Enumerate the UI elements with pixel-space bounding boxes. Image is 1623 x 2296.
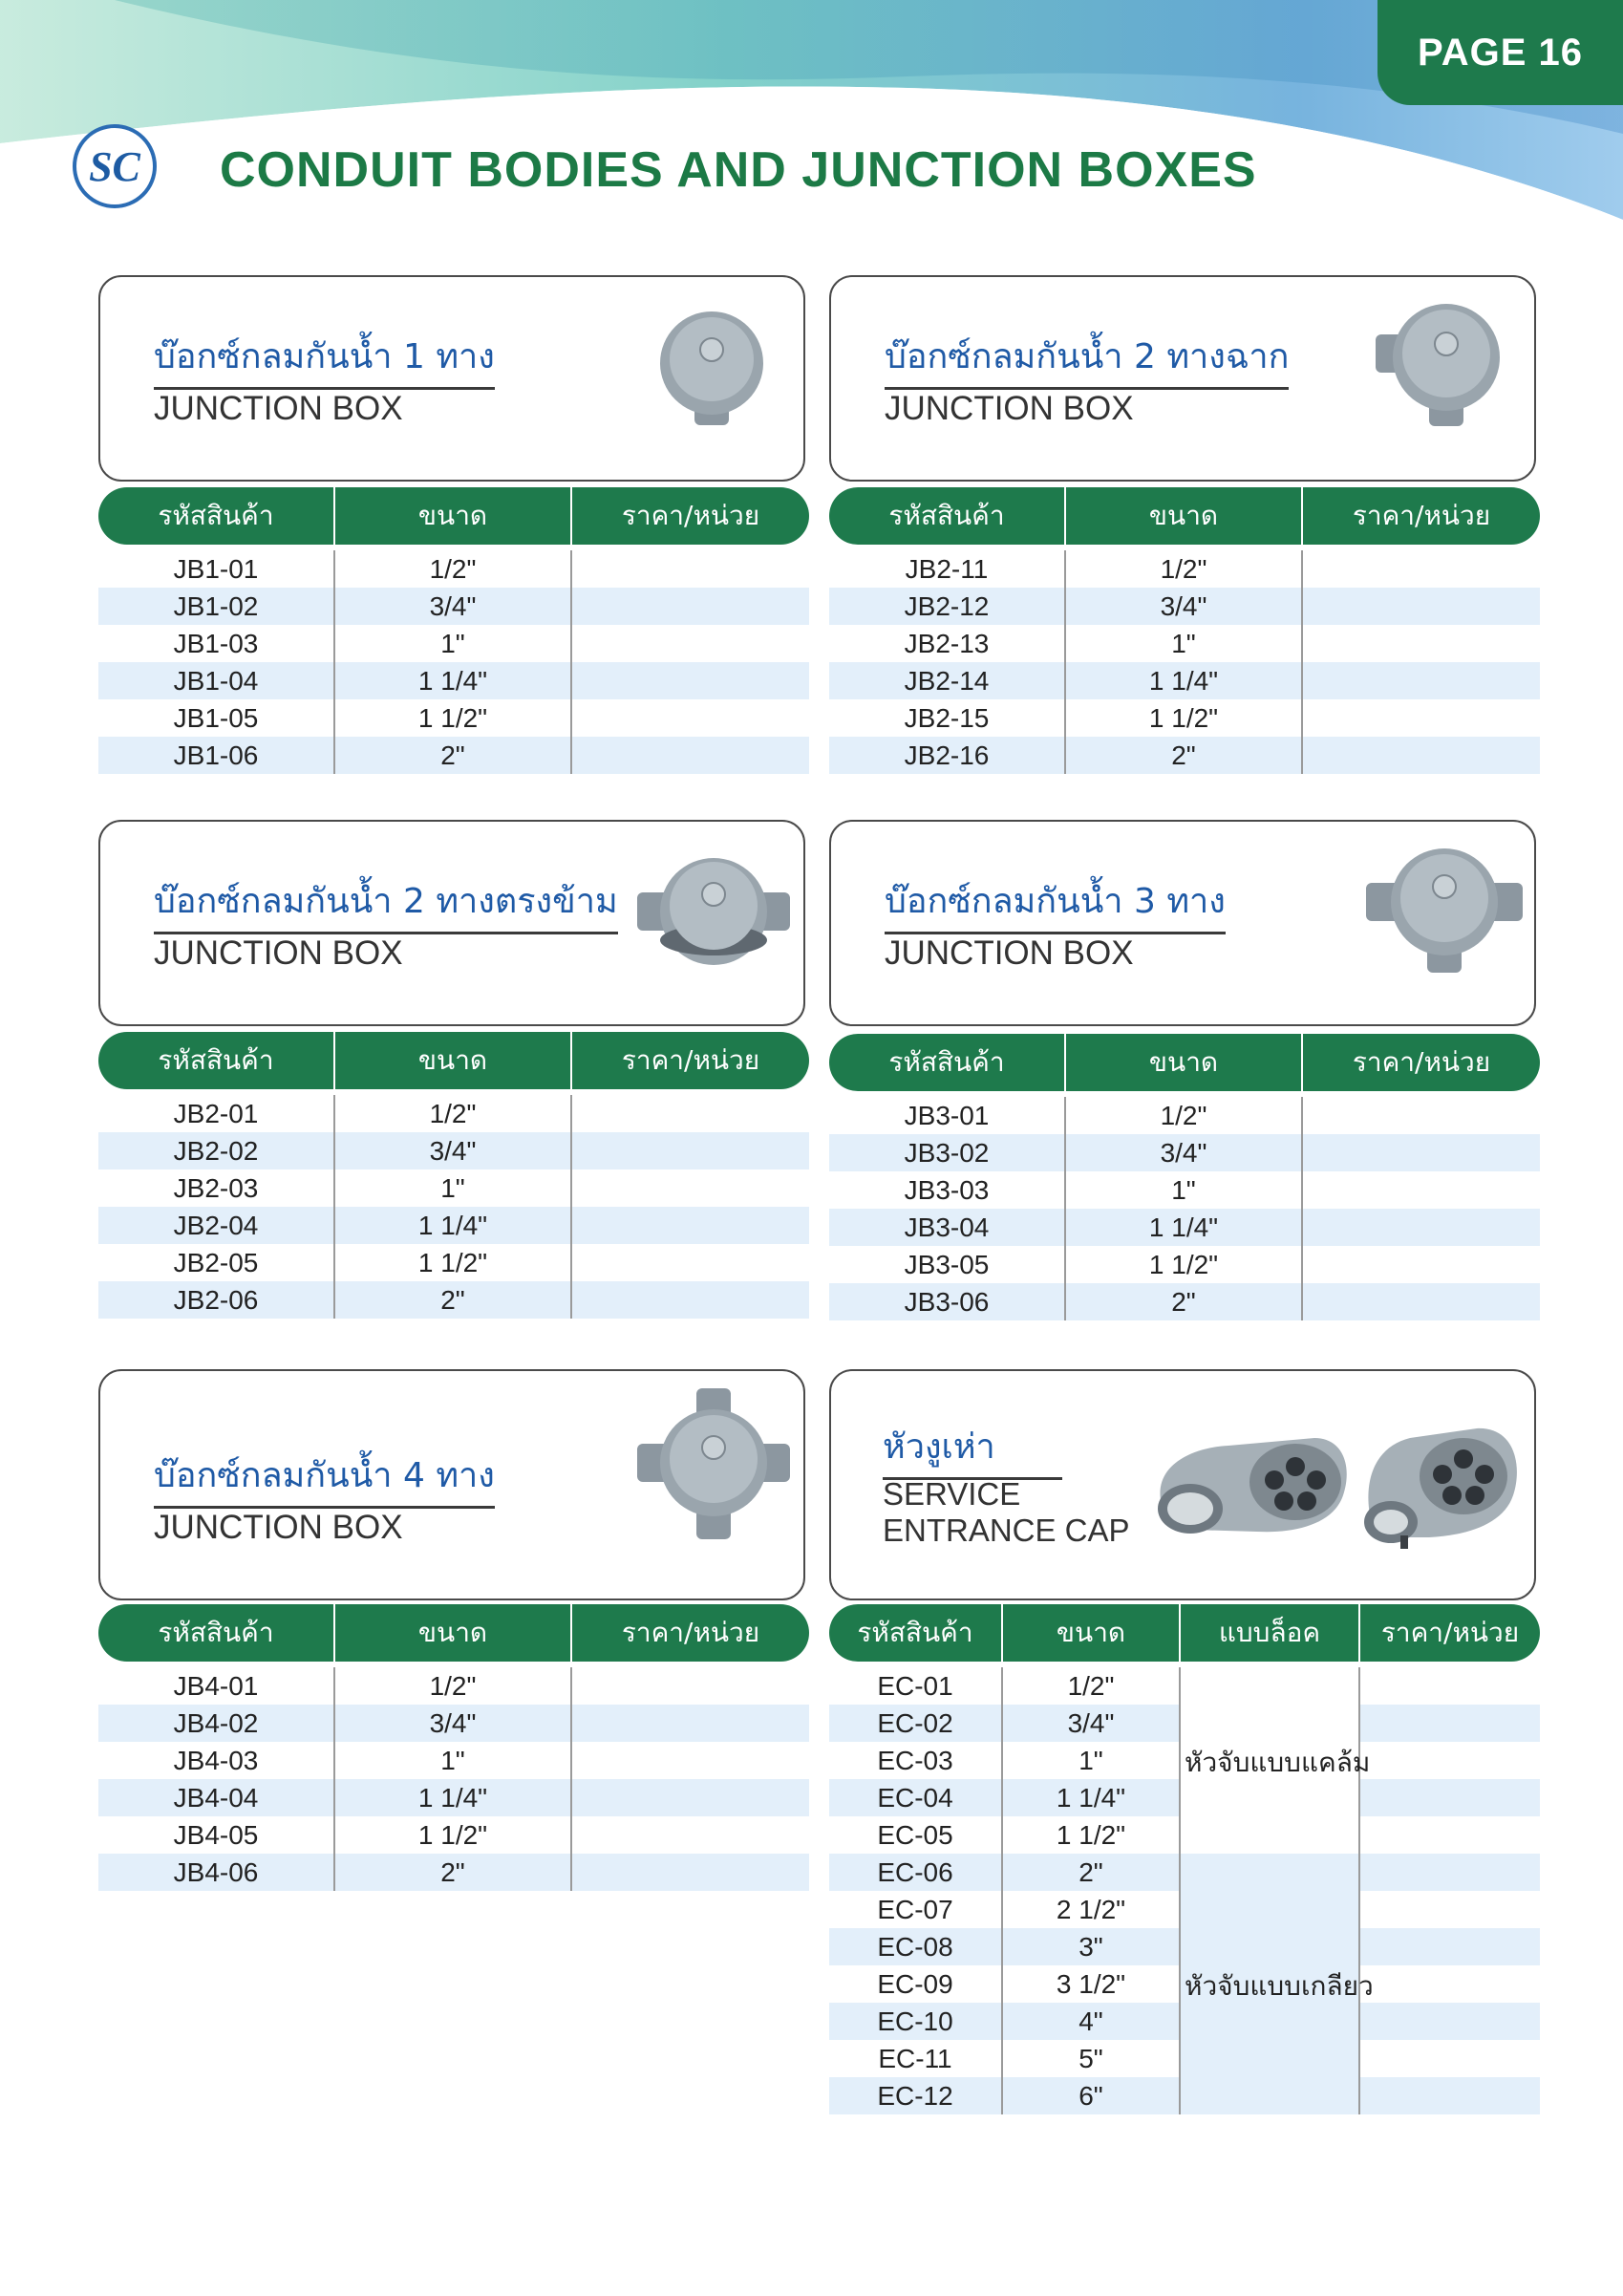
table-row <box>98 1132 809 1169</box>
product-english-name: JUNCTION BOX <box>885 390 1134 427</box>
table-body <box>829 550 1540 774</box>
table-header <box>98 487 809 545</box>
page-title: CONDUIT BODIES AND JUNCTION BOXES <box>220 142 1257 198</box>
cell-size: 1 1/2" <box>1066 1246 1303 1283</box>
cell-size: 2" <box>1066 737 1303 774</box>
table-body <box>829 1667 1540 2114</box>
cell-price <box>1303 1246 1540 1283</box>
cell-code: JB2-12 <box>829 588 1066 625</box>
cell-size: 3/4" <box>335 588 572 625</box>
column-header-code: รหัสสินค้า <box>829 1034 1066 1091</box>
cell-code: JB1-05 <box>98 699 335 737</box>
cell-price <box>1360 2003 1540 2040</box>
cell-price <box>572 1816 809 1854</box>
cell-size: 1" <box>1003 1742 1181 1779</box>
column-header-size: ขนาด <box>1003 1604 1181 1662</box>
table-row <box>98 1095 809 1132</box>
junction-box-2-way-through-image <box>637 850 790 975</box>
table-header <box>98 1032 809 1089</box>
column-header-size: ขนาด <box>335 1604 572 1662</box>
cell-size: 4" <box>1003 2003 1181 2040</box>
junction-box-2-way-angle-image <box>1374 296 1517 430</box>
price-table-jb3 <box>829 1034 1540 1320</box>
table-row <box>829 1209 1540 1246</box>
cell-code: JB3-05 <box>829 1246 1066 1283</box>
table-row <box>829 1283 1540 1320</box>
cell-code: JB2-02 <box>98 1132 335 1169</box>
cell-code: EC-07 <box>829 1891 1003 1928</box>
table-header <box>829 1034 1540 1091</box>
cell-code: EC-09 <box>829 1965 1003 2003</box>
column-header-price: ราคา/หน่วย <box>621 500 760 531</box>
cell-code: JB2-16 <box>829 737 1066 774</box>
lock-type-clamp-label: หัวจับแบบแคล้ม <box>1185 1747 1371 1778</box>
cell-size: 1 1/4" <box>1066 662 1303 699</box>
product-thai-name: บ๊อกซ์กลมกันน้ำ 3 ทาง <box>885 873 1226 934</box>
cell-code: JB4-06 <box>98 1854 335 1891</box>
cell-code: EC-02 <box>829 1705 1003 1742</box>
cell-lock <box>1181 1928 1360 1965</box>
cell-price <box>572 625 809 662</box>
column-header-lock-type: แบบล็อค <box>1181 1604 1360 1662</box>
table-row <box>98 1667 809 1705</box>
column-header-price: ราคา/หน่วย <box>1352 500 1491 531</box>
product-english-name: JUNCTION BOX <box>154 390 403 427</box>
cell-code: JB2-06 <box>98 1281 335 1319</box>
cell-code: JB2-13 <box>829 625 1066 662</box>
cell-size: 1 1/4" <box>1066 1209 1303 1246</box>
cell-lock <box>1181 1667 1360 1705</box>
cell-price <box>572 588 809 625</box>
cell-code: JB2-11 <box>829 550 1066 588</box>
cell-size: 3/4" <box>335 1132 572 1169</box>
column-header-code: รหัสสินค้า <box>829 1604 1003 1662</box>
cell-price <box>1303 550 1540 588</box>
cell-size: 1" <box>1066 1171 1303 1209</box>
table-row <box>829 1097 1540 1134</box>
product-card-service-cap <box>829 1369 1536 1600</box>
product-card-jb2-angle <box>829 275 1536 482</box>
cell-code: EC-01 <box>829 1667 1003 1705</box>
table-row <box>829 1246 1540 1283</box>
product-card-jb4 <box>98 1369 805 1600</box>
cell-lock <box>1181 1705 1360 1742</box>
table-row <box>829 1891 1540 1928</box>
cell-code: JB2-05 <box>98 1244 335 1281</box>
cell-code: EC-05 <box>829 1816 1003 1854</box>
cell-lock <box>1181 2040 1360 2077</box>
cell-price <box>1360 1928 1540 1965</box>
table-row <box>98 1742 809 1779</box>
product-card-jb3 <box>829 820 1536 1026</box>
cell-size: 2" <box>335 737 572 774</box>
table-row <box>829 1705 1540 1742</box>
table-row <box>829 1667 1540 1705</box>
product-english-name-line2: ENTRANCE CAP <box>883 1513 1130 1548</box>
table-row <box>829 550 1540 588</box>
cell-code: EC-03 <box>829 1742 1003 1779</box>
price-table-jb4 <box>98 1604 809 1891</box>
cell-price <box>1360 1891 1540 1928</box>
product-thai-name: บ๊อกซ์กลมกันน้ำ 2 ทางตรงข้าม <box>154 873 618 934</box>
column-header-price: ราคา/หน่วย <box>1380 1617 1520 1648</box>
cell-code: JB2-15 <box>829 699 1066 737</box>
table-row <box>829 2040 1540 2077</box>
cell-size: 3/4" <box>335 1705 572 1742</box>
cell-price <box>572 1705 809 1742</box>
table-row <box>98 1854 809 1891</box>
product-card-jb1 <box>98 275 805 482</box>
cell-price <box>572 1281 809 1319</box>
cell-size: 3/4" <box>1066 588 1303 625</box>
price-table-service-cap <box>829 1604 1540 2114</box>
table-row <box>98 1779 809 1816</box>
cell-lock <box>1181 1779 1360 1816</box>
cell-size: 2" <box>335 1854 572 1891</box>
service-entrance-cap-image <box>1152 1409 1521 1553</box>
cell-size: 1/2" <box>335 550 572 588</box>
product-thai-name: บ๊อกซ์กลมกันน้ำ 1 ทาง <box>154 329 495 390</box>
table-row <box>829 1171 1540 1209</box>
product-card-jb2-through <box>98 820 805 1026</box>
cell-price <box>1303 1171 1540 1209</box>
cell-size: 2" <box>335 1281 572 1319</box>
cell-code: EC-08 <box>829 1928 1003 1965</box>
cell-price <box>572 1207 809 1244</box>
cell-code: EC-06 <box>829 1854 1003 1891</box>
column-header-code: รหัสสินค้า <box>98 487 335 545</box>
product-english-name: JUNCTION BOX <box>154 1509 403 1546</box>
cell-price <box>1303 699 1540 737</box>
cell-price <box>1360 1854 1540 1891</box>
cell-price <box>572 1667 809 1705</box>
column-header-price: ราคา/หน่วย <box>1352 1046 1491 1078</box>
cell-code: EC-04 <box>829 1779 1003 1816</box>
cell-size: 2 1/2" <box>1003 1891 1181 1928</box>
cell-price <box>572 1244 809 1281</box>
cell-price <box>1360 1779 1540 1816</box>
table-row <box>829 737 1540 774</box>
cell-code: JB4-03 <box>98 1742 335 1779</box>
junction-box-1-way-image <box>654 304 769 428</box>
cell-size: 1 1/2" <box>335 699 572 737</box>
cell-size: 3 1/2" <box>1003 1965 1181 2003</box>
cell-price <box>1303 1134 1540 1171</box>
table-row <box>98 1207 809 1244</box>
product-thai-name: บ๊อกซ์กลมกันน้ำ 4 ทาง <box>154 1448 495 1509</box>
cell-size: 1" <box>335 1169 572 1207</box>
cell-size: 2" <box>1066 1283 1303 1320</box>
cell-code: JB1-01 <box>98 550 335 588</box>
table-row <box>98 1244 809 1281</box>
cell-size: 1" <box>335 625 572 662</box>
cell-size: 1 1/4" <box>335 662 572 699</box>
cell-code: JB3-02 <box>829 1134 1066 1171</box>
column-header-price: ราคา/หน่วย <box>621 1617 760 1648</box>
cell-size: 1/2" <box>335 1095 572 1132</box>
cell-size: 1/2" <box>1003 1667 1181 1705</box>
table-row <box>98 1281 809 1319</box>
cell-price <box>1360 1667 1540 1705</box>
table-body <box>98 550 809 774</box>
cell-price <box>1360 2077 1540 2114</box>
cell-code: JB2-01 <box>98 1095 335 1132</box>
cell-price <box>1303 662 1540 699</box>
cell-size: 3/4" <box>1003 1705 1181 1742</box>
table-row <box>829 588 1540 625</box>
cell-code: JB4-01 <box>98 1667 335 1705</box>
cell-price <box>1360 1742 1540 1779</box>
cell-price <box>1360 1965 1540 2003</box>
cell-code: EC-11 <box>829 2040 1003 2077</box>
cell-code: JB3-03 <box>829 1171 1066 1209</box>
cell-price <box>1303 737 1540 774</box>
cell-code: JB4-02 <box>98 1705 335 1742</box>
junction-box-3-way-image <box>1366 841 1523 975</box>
cell-size: 1/2" <box>335 1667 572 1705</box>
cell-lock <box>1181 1854 1360 1891</box>
table-row <box>98 550 809 588</box>
cell-size: 1 1/2" <box>335 1244 572 1281</box>
cell-price <box>1303 625 1540 662</box>
table-header <box>98 1604 809 1662</box>
cell-price <box>1303 588 1540 625</box>
cell-size: 1/2" <box>1066 550 1303 588</box>
table-header <box>829 1604 1540 1662</box>
cell-size: 1 1/4" <box>335 1779 572 1816</box>
cell-size: 1" <box>1066 625 1303 662</box>
cell-code: JB1-06 <box>98 737 335 774</box>
cell-size: 3/4" <box>1066 1134 1303 1171</box>
cell-lock <box>1181 2003 1360 2040</box>
junction-box-4-way-image <box>637 1388 790 1541</box>
lock-type-thread-label: หัวจับแบบเกลียว <box>1185 1970 1374 2002</box>
cell-price <box>572 1169 809 1207</box>
table-row <box>98 662 809 699</box>
cell-size: 1 1/4" <box>1003 1779 1181 1816</box>
table-row <box>829 662 1540 699</box>
table-row <box>98 1705 809 1742</box>
cell-size: 1" <box>335 1742 572 1779</box>
cell-code: EC-12 <box>829 2077 1003 2114</box>
column-header-size: ขนาด <box>1066 487 1303 545</box>
cell-price <box>572 737 809 774</box>
cell-price <box>572 1779 809 1816</box>
cell-code: JB2-03 <box>98 1169 335 1207</box>
table-row <box>98 1816 809 1854</box>
product-english-name: JUNCTION BOX <box>885 934 1134 972</box>
cell-size: 5" <box>1003 2040 1181 2077</box>
cell-code: JB2-14 <box>829 662 1066 699</box>
table-row <box>829 1928 1540 1965</box>
column-header-size: ขนาด <box>335 487 572 545</box>
cell-price <box>572 1742 809 1779</box>
price-table-jb2-through <box>98 1032 809 1319</box>
cell-code: JB1-03 <box>98 625 335 662</box>
cell-lock <box>1181 1891 1360 1928</box>
product-thai-name: บ๊อกซ์กลมกันน้ำ 2 ทางฉาก <box>885 329 1289 390</box>
table-row <box>98 588 809 625</box>
table-body <box>829 1097 1540 1320</box>
cell-code: JB4-05 <box>98 1816 335 1854</box>
cell-price <box>572 699 809 737</box>
column-header-code: รหัสสินค้า <box>98 1604 335 1662</box>
cell-price <box>1303 1283 1540 1320</box>
cell-price <box>572 1132 809 1169</box>
cell-price <box>572 1095 809 1132</box>
brand-logo: SC <box>73 124 157 208</box>
cell-size: 1 1/4" <box>335 1207 572 1244</box>
page-number-tag: PAGE 16 <box>1377 0 1623 105</box>
cell-price <box>1360 1816 1540 1854</box>
table-row <box>829 699 1540 737</box>
column-header-size: ขนาด <box>335 1032 572 1089</box>
cell-price <box>1360 1705 1540 1742</box>
table-row <box>98 625 809 662</box>
table-row <box>98 699 809 737</box>
cell-price <box>572 550 809 588</box>
cell-size: 2" <box>1003 1854 1181 1891</box>
table-row <box>829 2003 1540 2040</box>
table-row <box>829 2077 1540 2114</box>
cell-code: EC-10 <box>829 2003 1003 2040</box>
cell-code: JB4-04 <box>98 1779 335 1816</box>
cell-price <box>572 1854 809 1891</box>
column-header-size: ขนาด <box>1066 1034 1303 1091</box>
column-header-price: ราคา/หน่วย <box>621 1044 760 1076</box>
cell-size: 1 1/2" <box>1003 1816 1181 1854</box>
cell-size: 1/2" <box>1066 1097 1303 1134</box>
column-header-code: รหัสสินค้า <box>98 1032 335 1089</box>
price-table-jb2-angle <box>829 487 1540 774</box>
table-row <box>98 737 809 774</box>
cell-code: JB2-04 <box>98 1207 335 1244</box>
cell-code: JB1-04 <box>98 662 335 699</box>
table-body <box>98 1095 809 1319</box>
cell-price <box>572 662 809 699</box>
cell-lock <box>1181 1816 1360 1854</box>
cell-size: 3" <box>1003 1928 1181 1965</box>
product-thai-name: หัวงูเห่า <box>883 1419 1062 1480</box>
cell-code: JB1-02 <box>98 588 335 625</box>
product-english-name: JUNCTION BOX <box>154 934 403 972</box>
cell-price <box>1360 2040 1540 2077</box>
cell-lock <box>1181 2077 1360 2114</box>
table-row <box>829 1816 1540 1854</box>
cell-size: 1 1/2" <box>335 1816 572 1854</box>
table-row <box>829 1779 1540 1816</box>
table-row <box>829 1134 1540 1171</box>
column-header-code: รหัสสินค้า <box>829 487 1066 545</box>
table-body <box>98 1667 809 1891</box>
table-row <box>829 1854 1540 1891</box>
cell-code: JB3-06 <box>829 1283 1066 1320</box>
cell-size: 1 1/2" <box>1066 699 1303 737</box>
cell-code: JB3-04 <box>829 1209 1066 1246</box>
price-table-jb1 <box>98 487 809 774</box>
table-row <box>829 625 1540 662</box>
cell-size: 6" <box>1003 2077 1181 2114</box>
cell-code: JB3-01 <box>829 1097 1066 1134</box>
table-header <box>829 487 1540 545</box>
cell-price <box>1303 1097 1540 1134</box>
table-row <box>98 1169 809 1207</box>
product-english-name-line1: SERVICE <box>883 1476 1021 1512</box>
cell-price <box>1303 1209 1540 1246</box>
